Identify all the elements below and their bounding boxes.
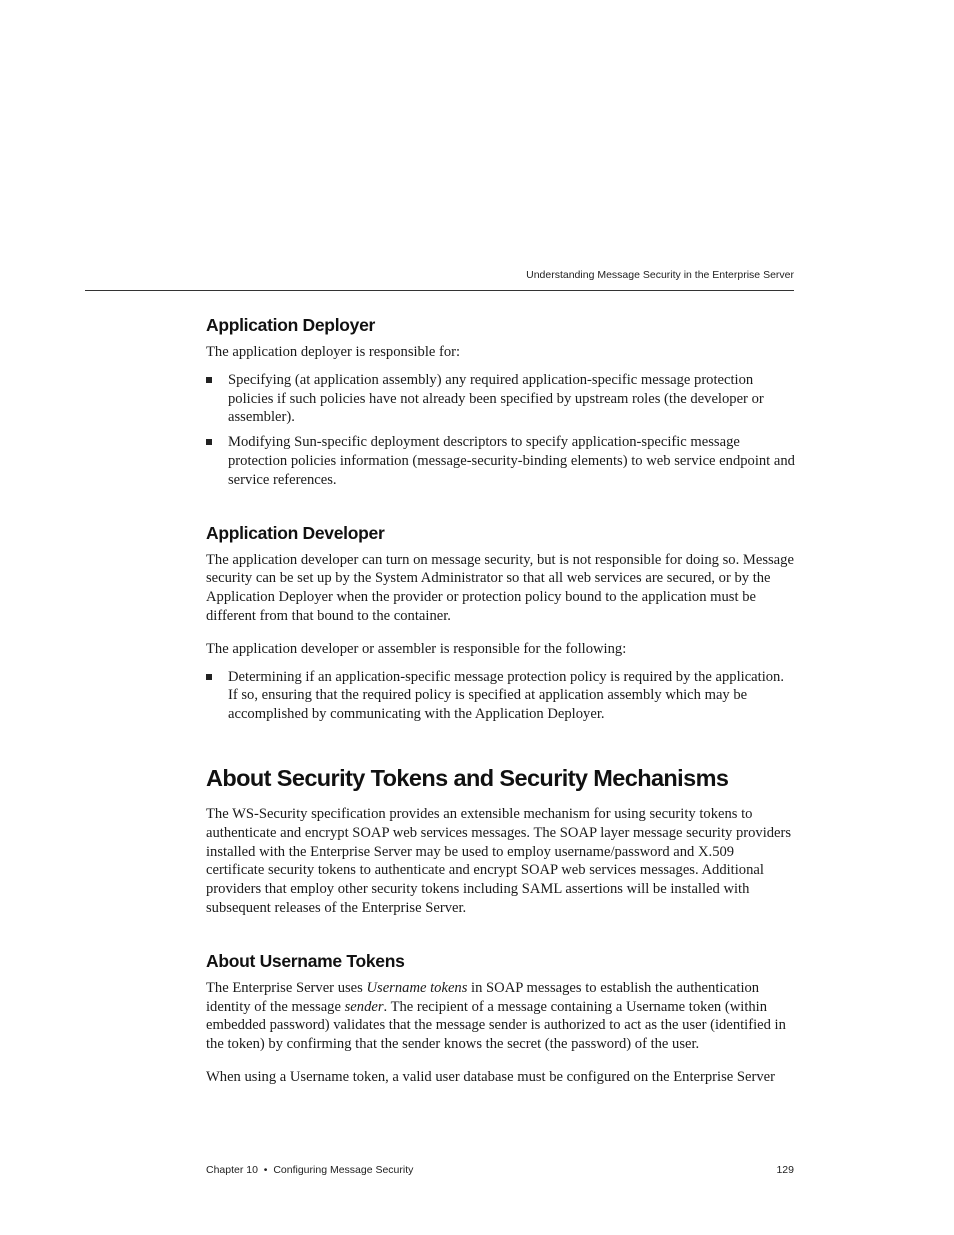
- square-bullet-icon: [206, 439, 212, 445]
- page-number: 129: [776, 1164, 794, 1176]
- page-content: [206, 313, 796, 1087]
- username-paragraph-1: [206, 979, 796, 1054]
- running-header: Understanding Message Security in the Enterprise Server: [526, 269, 794, 281]
- square-bullet-icon: [206, 377, 212, 383]
- list-item-text: Specifying (at application assembly) any required application-specific message protection policies if such policies have not already been specified by upstream roles (the developer or assembler).: [228, 371, 764, 426]
- heading-username-tokens: About Username Tokens: [206, 950, 405, 971]
- heading-application-developer: Application Developer: [206, 522, 385, 543]
- username-paragraph-2: When using a Username token, a valid user database must be configured on the Enterprise Server: [206, 1068, 775, 1085]
- deployer-bullet-list: [206, 371, 796, 490]
- list-item: [206, 433, 796, 489]
- heading-application-deployer: Application Deployer: [206, 315, 376, 335]
- text-run: The Enterprise Server uses: [206, 979, 367, 996]
- square-bullet-icon: [206, 674, 212, 680]
- footer-chapter: Chapter 10: [206, 1164, 258, 1176]
- list-item: [206, 371, 796, 427]
- header-rule: [85, 290, 794, 291]
- footer-chapter-info: [206, 1164, 413, 1176]
- developer-paragraph-1: The application developer can turn on message security, but is not responsible for doing so. Message security can be set up by the System Administrator so that all web services are secured, or by the Application Deployer when the provider or protection policy bound to the application must be different from that bound to the container.: [206, 551, 794, 624]
- developer-bullet-list: [206, 668, 796, 724]
- text-run: in SOAP messages to establish the authentication identity of the message: [206, 979, 760, 1015]
- deployer-intro: The application deployer is responsible for:: [206, 344, 461, 360]
- footer-chapter-title: Configuring Message Security: [273, 1164, 414, 1176]
- emphasis-sender: sender: [344, 998, 384, 1015]
- heading-security-tokens: About Security Tokens and Security Mechanisms: [206, 764, 729, 791]
- footer-separator: •: [263, 1164, 268, 1176]
- list-item-text: Determining if an application-specific message protection policy is required by the application. If so, ensuring that the required policy is specified at application assembly which may be accomplished by communicating with the Application Deployer.: [228, 668, 785, 723]
- list-item-text: Modifying Sun-specific deployment descriptors to specify application-specific message protection policies information (message-security-binding elements) to web service endpoint and service references.: [228, 434, 795, 488]
- developer-paragraph-2: The application developer or assembler is responsible for the following:: [206, 640, 627, 657]
- emphasis-username-tokens: Username tokens: [366, 979, 468, 996]
- tokens-paragraph: The WS-Security specification provides an extensible mechanism for using security tokens to authenticate and encrypt SOAP web services messages. The SOAP layer message security providers installed with the Enterprise Server may be used to employ username/password and X.509 certificate security tokens to authenticate and encrypt SOAP web services messages. Additional providers that employ other security tokens including SAML assertions will be installed with subsequent releases of the Enterprise Server.: [206, 805, 792, 916]
- list-item: [206, 668, 796, 724]
- text-run: . The recipient of a message containing a Username token (within embedded password) validates that the message sender is authorized to act as the user (identified in the token) by confirming that the sender knows the secret (the password) of the user.: [206, 998, 786, 1053]
